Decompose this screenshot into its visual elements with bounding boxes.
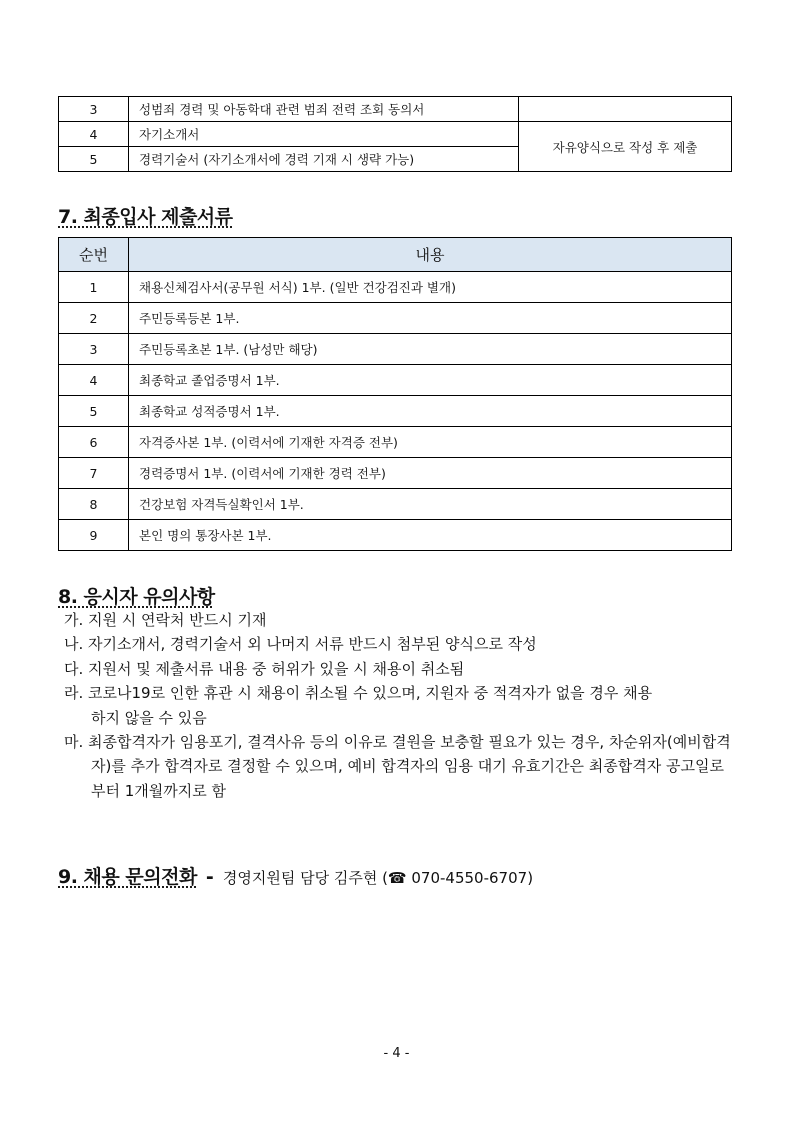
list-item (64, 608, 731, 632)
section-9-contact (58, 862, 533, 889)
section-9-heading: 9. 채용 문의전화 (58, 866, 197, 888)
final-docs-table (58, 237, 732, 551)
row-text: 최종학교 성적증명서 1부. (129, 396, 732, 427)
item-marker: 마. (64, 733, 84, 752)
row-number: 5 (59, 147, 129, 172)
row-text: 경력기술서 (자기소개서에 경력 기재 시 생략 가능) (129, 147, 519, 172)
section-8-heading: 8. 응시자 유의사항 (58, 586, 215, 608)
row-number: 8 (59, 489, 129, 520)
row-text: 최종학교 졸업증명서 1부. (129, 365, 732, 396)
row-number: 9 (59, 520, 129, 551)
item-text: 최종합격자가 임용포기, 결격사유 등의 이유로 결원을 보충할 필요가 있는 경우, 차순위자(예비합격자)를 추가 합격자로 결정할 수 있으며, 예비 합격자의 임용 대기 유효기간은 최종합격자 공고일로부터 1개월까지로 함 (88, 733, 731, 800)
row-text: 채용신체검사서(공무원 서식) 1부. (일반 건강검진과 별개) (129, 272, 732, 303)
item-marker: 나. (64, 635, 84, 654)
row-number: 6 (59, 427, 129, 458)
row-text: 주민등록초본 1부. (남성만 해당) (129, 334, 732, 365)
applicant-notes-list (64, 608, 731, 803)
row-text: 경력증명서 1부. (이력서에 기재한 경력 전부) (129, 458, 732, 489)
row-number: 4 (59, 365, 129, 396)
table-row (59, 122, 732, 147)
table-row (59, 520, 732, 551)
item-text: 코로나19로 인한 휴관 시 채용이 취소될 수 있으며, 지원자 중 적격자가 없을 경우 채용하지 않을 수 있음 (88, 684, 653, 727)
list-item (64, 730, 731, 803)
list-item (64, 657, 731, 681)
row-number: 2 (59, 303, 129, 334)
list-item (64, 681, 661, 730)
row-text: 주민등록등본 1부. (129, 303, 732, 334)
row-number: 7 (59, 458, 129, 489)
row-number: 1 (59, 272, 129, 303)
header-content: 내용 (129, 238, 732, 272)
row-text: 성범죄 경력 및 아동학대 관련 범죄 전력 조회 동의서 (129, 97, 519, 122)
row-text: 자격증사본 1부. (이력서에 기재한 자격증 전부) (129, 427, 732, 458)
row-number: 4 (59, 122, 129, 147)
table-row (59, 97, 732, 122)
table-row (59, 396, 732, 427)
note-cell-empty (519, 97, 732, 122)
item-marker: 다. (64, 659, 84, 678)
row-text: 본인 명의 통장사본 1부. (129, 520, 732, 551)
table-row (59, 334, 732, 365)
table-row (59, 303, 732, 334)
table-row (59, 365, 732, 396)
item-marker: 가. (64, 611, 84, 629)
row-text: 자기소개서 (129, 122, 519, 147)
table-row (59, 272, 732, 303)
row-number: 5 (59, 396, 129, 427)
row-text: 건강보험 자격득실확인서 1부. (129, 489, 732, 520)
page-number: - 4 - (383, 1046, 410, 1061)
item-text: 자기소개서, 경력기술서 외 나머지 서류 반드시 첨부된 양식으로 작성 (88, 635, 537, 654)
free-format-note: 자유양식으로 작성 후 제출 (519, 122, 732, 172)
row-number: 3 (59, 334, 129, 365)
header-number: 순번 (59, 238, 129, 272)
table-row (59, 427, 732, 458)
separator: - (205, 866, 214, 888)
table-header-row (59, 238, 732, 272)
submission-docs-table-continued (58, 96, 732, 172)
table-row (59, 489, 732, 520)
row-number: 3 (59, 97, 129, 122)
item-text: 지원 시 연락처 반드시 기재 (88, 611, 267, 629)
table-row (59, 458, 732, 489)
list-item (64, 632, 731, 656)
contact-info: 경영지원팀 담당 김주현 (☎ 070-4550-6707) (222, 869, 534, 887)
section-7-heading: 7. 최종입사 제출서류 (58, 206, 233, 228)
item-marker: 라. (64, 684, 84, 703)
item-text: 지원서 및 제출서류 내용 중 허위가 있을 시 채용이 취소됨 (88, 659, 465, 678)
